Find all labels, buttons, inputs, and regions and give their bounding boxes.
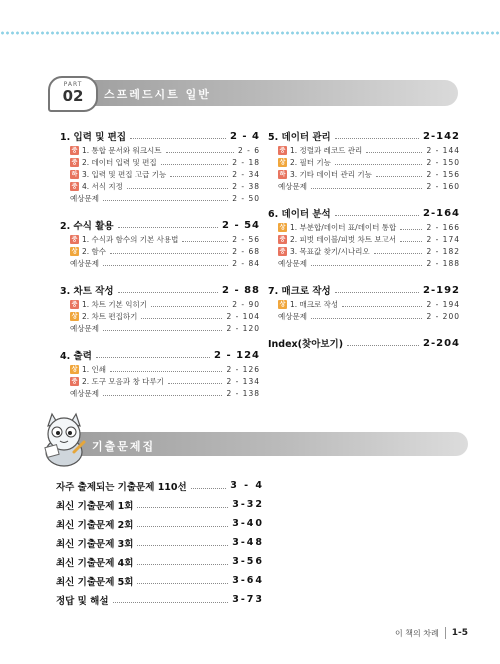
toc-section-heading[interactable] [60,128,260,144]
toc-section-heading[interactable] [268,128,460,144]
section-title: 4. 출력 [60,351,92,362]
section-title: 2. 수식 활용 [60,221,114,232]
toc-item[interactable] [268,156,460,168]
leader-dots [137,583,228,584]
leader-dots [137,507,228,508]
section-page: 2-142 [423,130,460,142]
exam-row-page: 3-40 [232,518,264,529]
leader-dots [170,176,228,177]
item-page: 2 - 84 [232,258,260,268]
exam-row-title: 최신 기출문제 1회 [56,500,134,512]
exam-row-page: 3 - 4 [230,480,264,491]
toc-exercise-row[interactable] [60,387,260,399]
leader-dots [182,241,228,242]
toc-item[interactable] [60,233,260,245]
difficulty-badge: 하 [279,170,286,178]
item-page: 2 - 6 [237,145,260,155]
item-title: 예상문제 [70,323,99,333]
item-title: 1. 차트 기본 익히기 [82,299,148,309]
difficulty-badge: 하 [71,170,78,178]
difficulty-badge: 중 [279,146,286,154]
toc-right-column [268,128,460,364]
item-page: 2 - 90 [232,299,260,309]
section-title: 3. 차트 작성 [60,286,114,297]
page-footer [395,627,468,639]
toc-item[interactable] [268,233,460,245]
leader-dots [103,265,228,266]
leader-dots [110,371,222,372]
toc-item[interactable] [60,363,260,375]
leader-dots [335,215,419,216]
leader-dots [118,227,218,228]
section-page: 2-192 [423,284,460,296]
difficulty-badge: 상 [71,312,78,320]
exam-row-page: 3-73 [232,594,264,605]
exam-row[interactable] [56,514,264,533]
section-page: 2 - 54 [222,219,260,231]
toc-section [60,217,260,269]
leader-dots [400,241,422,242]
item-page: 2 - 144 [426,145,460,155]
difficulty-badge: 중 [279,235,286,243]
toc-item[interactable] [60,156,260,168]
item-page: 2 - 182 [426,246,460,256]
exam-title: 기출문제집 [92,440,156,453]
item-page: 2 - 68 [232,246,260,256]
difficulty-badge: 중 [71,377,78,385]
item-title: 예상문제 [70,193,99,203]
toc-exercise-row[interactable] [60,192,260,204]
toc-item[interactable] [60,180,260,192]
leader-dots [113,602,229,603]
item-page: 2 - 56 [232,234,260,244]
leader-dots [103,330,222,331]
leader-dots [191,488,227,489]
difficulty-badge: 중 [279,247,286,255]
item-page: 2 - 150 [426,157,460,167]
leader-dots [141,318,222,319]
toc-item[interactable] [268,221,460,233]
leader-dots [366,152,422,153]
item-page: 2 - 18 [232,157,260,167]
item-title: 2. 데이터 입력 및 편집 [82,157,157,167]
footer-label: 이 책의 차례 [395,628,439,638]
exam-row[interactable] [56,590,264,609]
leader-dots [137,545,228,546]
exam-row[interactable] [56,571,264,590]
difficulty-badge: 중 [71,158,78,166]
toc-item[interactable] [60,298,260,310]
toc-section-heading[interactable] [268,205,460,221]
exam-row-title: 자주 출제되는 기출문제 110선 [56,481,187,493]
difficulty-badge: 상 [71,247,78,255]
leader-dots [103,395,222,396]
toc-section [268,282,460,322]
toc-left-column [60,128,260,412]
item-page: 2 - 156 [426,169,460,179]
toc-section [60,128,260,204]
item-page: 2 - 50 [232,193,260,203]
item-title: 예상문제 [70,258,99,268]
toc-item[interactable] [60,310,260,322]
leader-dots [103,200,228,201]
item-page: 2 - 200 [426,311,460,321]
leader-dots [311,188,422,189]
part-label: PART [63,81,83,88]
leader-dots [400,229,422,230]
item-title: 1. 통합 문서와 워크시트 [82,145,162,155]
section-page: 2 - 124 [214,349,260,361]
item-page: 2 - 174 [426,234,460,244]
difficulty-badge: 상 [279,223,286,231]
item-title: 2. 차트 편집하기 [82,311,138,321]
mascot-illustration [38,412,90,468]
toc-item[interactable] [268,245,460,257]
leader-dots [110,253,228,254]
item-title: 예상문제 [70,388,99,398]
exam-row[interactable] [56,495,264,514]
toc-section-heading[interactable] [60,282,260,298]
toc-item[interactable] [60,144,260,156]
item-title: 4. 서식 지정 [82,181,123,191]
leader-dots [311,318,422,319]
difficulty-badge: 상 [279,300,286,308]
item-title: 2. 피벗 테이블/피벗 차트 보고서 [290,234,397,244]
toc-item[interactable] [268,144,460,156]
leader-dots [166,152,234,153]
leader-dots [335,292,419,293]
section-title: 1. 입력 및 편집 [60,132,127,143]
toc-section-heading[interactable] [60,217,260,233]
item-title: 예상문제 [278,258,307,268]
exam-row-title: 최신 기출문제 2회 [56,519,134,531]
item-page: 2 - 38 [232,181,260,191]
difficulty-badge: 중 [71,146,78,154]
difficulty-badge: 중 [71,300,78,308]
exam-row-page: 3-32 [232,499,264,510]
leader-dots [374,253,423,254]
exam-row-title: 최신 기출문제 4회 [56,557,134,569]
item-title: 3. 입력 및 편집 고급 기능 [82,169,167,179]
part-number: 02 [62,87,84,105]
leader-dots [376,176,423,177]
leader-dots [137,564,228,565]
exam-row-title: 최신 기출문제 3회 [56,538,134,550]
item-page: 2 - 160 [426,181,460,191]
item-page: 2 - 134 [226,376,260,386]
leader-dots [127,188,228,189]
exam-row-page: 3-64 [232,575,264,586]
footer-divider [445,627,446,639]
leader-dots [168,383,223,384]
item-title: 2. 도구 모음과 창 다루기 [82,376,164,386]
leader-dots [151,306,228,307]
toc-item[interactable] [268,298,460,310]
exam-row[interactable] [56,552,264,571]
difficulty-badge: 중 [71,182,78,190]
difficulty-badge: 상 [71,365,78,373]
exam-list [56,476,264,609]
item-title: 2. 함수 [82,246,107,256]
item-title: 예상문제 [278,311,307,321]
item-title: 1. 부분합/데이터 표/데이터 통합 [290,222,397,232]
toc-section-heading[interactable] [268,335,460,351]
part-title: 스프레드시트 일반 [104,88,211,101]
exam-row-title: 정답 및 해설 [56,595,109,607]
item-page: 2 - 34 [232,169,260,179]
toc-section [268,128,460,192]
difficulty-badge: 중 [71,235,78,243]
toc-section-heading[interactable] [268,282,460,298]
exam-row[interactable] [56,476,264,495]
item-title: 3. 기타 데이터 관리 기능 [290,169,372,179]
item-title: 예상문제 [278,181,307,191]
item-page: 2 - 138 [226,388,260,398]
section-title: 5. 데이터 관리 [268,132,331,143]
difficulty-badge: 상 [279,158,286,166]
leader-dots [161,164,229,165]
toc-exercise-row[interactable] [268,257,460,269]
section-page: 2-164 [423,207,460,219]
item-title: 1. 인쇄 [82,364,107,374]
item-title: 2. 필터 기능 [290,157,331,167]
item-title: 1. 매크로 작성 [290,299,339,309]
page-number: 1-5 [451,628,468,638]
item-title: 3. 목표값 찾기/시나리오 [290,246,370,256]
item-page: 2 - 188 [426,258,460,268]
section-title: 6. 데이터 분석 [268,209,331,220]
leader-dots [118,292,218,293]
toc-section [268,335,460,351]
toc-exercise-row[interactable] [60,322,260,334]
toc-section [60,282,260,334]
section-title: Index(찾아보기) [268,339,344,350]
section-title: 7. 매크로 작성 [268,286,331,297]
toc-item[interactable] [268,168,460,180]
toc-exercise-row[interactable] [60,257,260,269]
leader-dots [311,265,422,266]
dotted-top-border [0,30,500,36]
section-page: 2-204 [423,337,460,349]
toc-exercise-row[interactable] [268,310,460,322]
section-page: 2 - 4 [229,130,260,142]
toc-item[interactable] [60,375,260,387]
toc-exercise-row[interactable] [268,180,460,192]
exam-row-page: 3-48 [232,537,264,548]
item-title: 1. 정렬과 레코드 관리 [290,145,363,155]
leader-dots [335,164,423,165]
leader-dots [335,138,419,139]
exam-row-title: 최신 기출문제 5회 [56,576,134,588]
item-page: 2 - 126 [226,364,260,374]
leader-dots [96,357,210,358]
leader-dots [342,306,422,307]
leader-dots [347,345,419,346]
exam-row-page: 3-56 [232,556,264,567]
exam-row[interactable] [56,533,264,552]
item-title: 1. 수식과 함수의 기본 사용법 [82,234,179,244]
leader-dots [130,138,226,139]
item-page: 2 - 166 [426,222,460,232]
part-badge [48,76,98,112]
item-page: 2 - 104 [226,311,260,321]
toc-section-heading[interactable] [60,347,260,363]
toc-item[interactable] [60,168,260,180]
toc-section [60,347,260,399]
item-page: 2 - 120 [226,323,260,333]
item-page: 2 - 194 [426,299,460,309]
leader-dots [137,526,228,527]
section-page: 2 - 88 [222,284,260,296]
toc-section [268,205,460,269]
toc-item[interactable] [60,245,260,257]
